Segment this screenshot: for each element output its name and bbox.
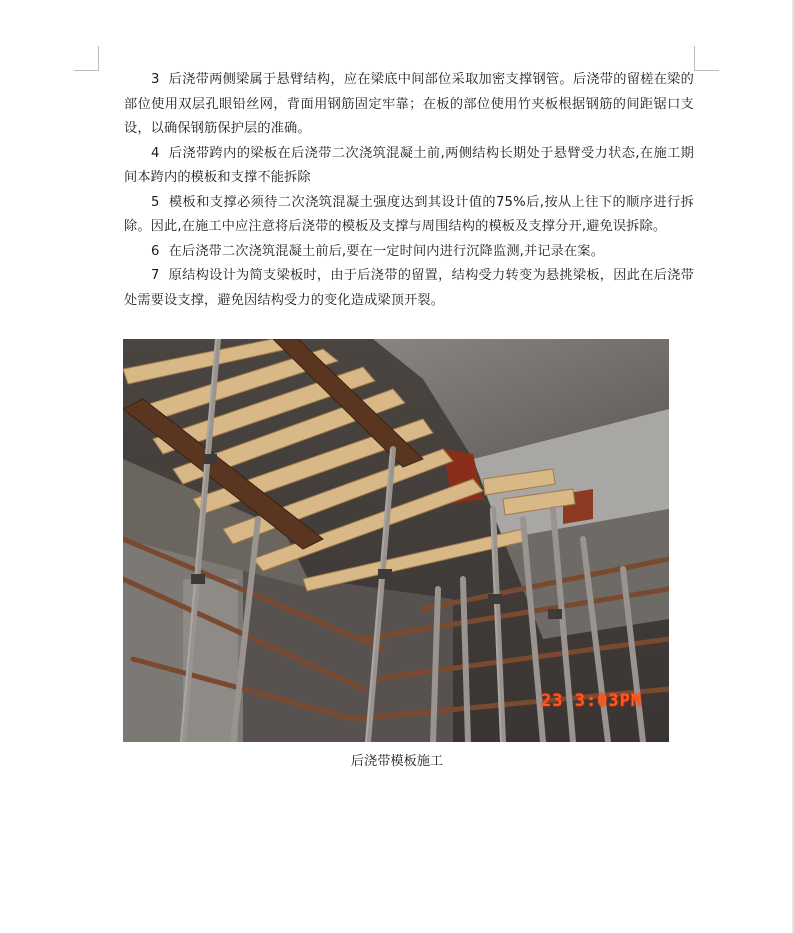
paragraph-number: 5 — [151, 194, 160, 210]
paragraph-7 — [124, 264, 694, 313]
paragraph-text: 后浇带跨内的梁板在后浇带二次浇筑混凝土前,两侧结构长期处于悬臂受力状态,在施工期间本跨内的模板和支撑不能拆除 — [124, 145, 694, 185]
paragraph-3 — [124, 68, 694, 142]
paragraph-6 — [124, 240, 694, 265]
paragraph-text: 在后浇带二次浇筑混凝土前后,要在一定时间内进行沉降监测,并记录在案。 — [168, 243, 605, 259]
crop-mark-top-right — [694, 46, 719, 71]
construction-photo — [123, 339, 669, 742]
figure-caption: 后浇带模板施工 — [350, 754, 444, 769]
paragraph-4 — [124, 142, 694, 191]
paragraph-text: 原结构设计为简支梁板时，由于后浇带的留置，结构受力转变为悬挑梁板，因此在后浇带处需要设支撑，避免因结构受力的变化造成梁顶开裂。 — [124, 268, 694, 308]
paragraph-5 — [124, 191, 694, 240]
paragraph-number: 6 — [151, 243, 160, 259]
paragraph-text: 模板和支撑必须待二次浇筑混凝土强度达到其设计值的75%后,按从上往下的顺序进行拆除。因此,在施工中应注意将后浇带的模板及支撑与周围结构的模板及支撑分开,避免误拆除。 — [124, 194, 694, 234]
paragraph-text: 后浇带两侧梁属于悬臂结构，应在梁底中间部位采取加密支撑钢管。后浇带的留槎在梁的部位使用双层孔眼铅丝网，背面用钢筋固定牢靠；在板的部位使用竹夹板根据钢筋的间距锯口支设，以确保钢筋保护层的准确。 — [124, 72, 694, 136]
paragraph-number: 7 — [151, 268, 160, 283]
photo-timestamp: 23 3:03PM — [541, 691, 643, 711]
body-text — [124, 68, 694, 313]
photo-illustration — [123, 339, 669, 742]
paragraph-number: 3 — [151, 72, 160, 87]
crop-mark-top-left — [74, 46, 99, 71]
paragraph-number: 4 — [151, 145, 160, 161]
